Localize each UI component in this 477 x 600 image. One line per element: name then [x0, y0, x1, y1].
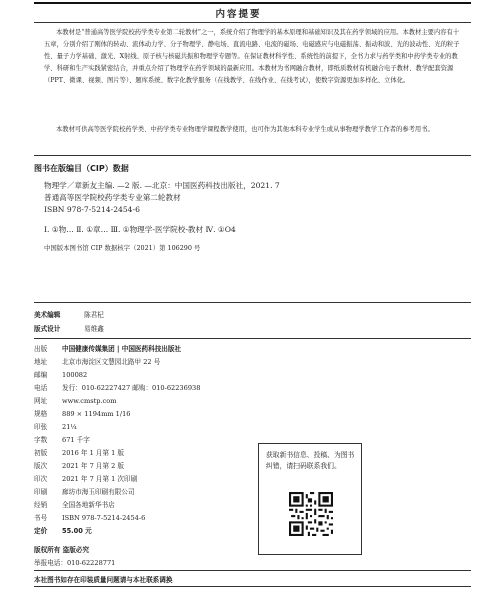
cip-isbn: ISBN 978-7-5214-2454-6 [44, 205, 140, 214]
cip-classification: Ⅰ. ①物… Ⅱ. ①章… Ⅲ. ①物理学-医学院校-教材 Ⅳ. ①O4 [44, 225, 236, 234]
row-value: 889 × 1194mm 1/16 [62, 410, 131, 418]
credit-value: 易维鑫 [84, 325, 104, 333]
row-key: 印刷 [34, 488, 48, 496]
qr-code-icon [289, 492, 333, 536]
credit-label: 版式设计 [34, 325, 61, 333]
row-key: 电话 [34, 384, 48, 392]
row-value: 2021 年 7 月第 1 次印刷 [62, 475, 138, 483]
row-value: 中国健康传媒集团 | 中国医药科技出版社 [62, 345, 182, 353]
bottom-notice: 本社图书如存在印装质量问题请与本社联系调换 [34, 576, 173, 584]
publish-row-printer [34, 487, 135, 498]
credit-value: 陈君杞 [84, 311, 104, 319]
publish-row-postcode [34, 370, 87, 381]
intro-paragraph-2: 本教材可供高等医学院校药学类、中药学类专业物理学课程教学使用，也可作为其他本科专业学生或从事物理学教学工作者的参考用书。 [56, 126, 434, 133]
publish-row-price [34, 526, 92, 537]
row-value: 廊坊市海玉印刷有限公司 [62, 488, 135, 496]
row-value: 2021 年 7 月第 2 版 [62, 462, 125, 470]
cip-number: 中国版本图书馆 CIP 数据核字（2021）第 106290 号 [44, 244, 201, 252]
row-key: 定价 [34, 527, 48, 535]
heading-rule [34, 22, 471, 23]
cip-title: 图书在版编目（CIP）数据 [34, 164, 129, 173]
cip-line-1: 物理学／章新友主编. —2 版. —北京：中国医药科技出版社，2021. 7 [44, 181, 280, 190]
publish-row-website [34, 396, 116, 407]
qr-caption: 获取新书信息、投稿、为图书纠错，请扫码联系我们。 [266, 451, 355, 470]
publish-row-sheets [34, 422, 77, 433]
row-value: www.cmstp.com [62, 397, 117, 405]
publish-row-word-count [34, 435, 90, 446]
section-rule-4 [34, 570, 471, 571]
row-key: 网址 [34, 397, 48, 405]
copyright-notice: 版权所有 盗版必究 [34, 546, 90, 554]
qr-info-box [258, 443, 362, 555]
row-value: 发行：010-62227427 邮购：010-62236938 [62, 384, 201, 392]
publish-row-format [34, 409, 131, 420]
row-key: 经销 [34, 501, 48, 509]
publish-row-edition [34, 461, 124, 472]
publish-row-address [34, 357, 160, 368]
top-rule [34, 2, 471, 4]
row-value: 21¼ [62, 423, 77, 431]
row-value: 100082 [62, 371, 88, 379]
row-value: 2016 年 1 月第 1 版 [62, 449, 125, 457]
row-key: 书号 [34, 514, 48, 522]
section-rule-1 [34, 155, 471, 156]
row-key: 规格 [34, 410, 48, 418]
report-phone: 举报电话：010-62228771 [34, 559, 116, 567]
row-key: 初版 [34, 449, 48, 457]
row-value: 671 千字 [62, 436, 90, 444]
row-value: 55.00 元 [62, 527, 92, 535]
row-key: 邮编 [34, 371, 48, 379]
section-rule-3 [34, 338, 471, 339]
row-key: 印次 [34, 475, 48, 483]
row-key: 地址 [34, 358, 48, 366]
publish-row-phone [34, 383, 200, 394]
publish-row-isbn [34, 513, 145, 524]
row-key: 字数 [34, 436, 48, 444]
publish-row-distributor [34, 500, 115, 511]
bottom-rule [34, 586, 471, 587]
row-value: ISBN 978-7-5214-2454-6 [62, 514, 146, 522]
section-rule-2 [34, 302, 471, 303]
row-key: 印张 [34, 423, 48, 431]
publish-row-publisher [34, 344, 181, 355]
publish-row-first-edition [34, 448, 124, 459]
credit-layout-design [34, 323, 104, 333]
intro-paragraph-1: 本教材是“普通高等医学院校药学类专业第二轮教材”之一，系统介绍了物理学的基本原理和基础知识及其在药学领域的应用。本教材主要内容有十五章，分别介绍了刚体的转动、流体动力学、分子物理学、静电场、直流电路、电流的磁场、电磁感应与电磁振荡、振动和波、光的波动性、光的粒子性、量子力学基础、激光、X射线、原子核与核磁共振和物理学专题等。在保证教材科学性、系统性的前提下，全书力求与药学类和中药学类专业的教学、科研和生产实践紧密结合，并重点介绍了物理学在药学领域的最新应用。本教材为书网融合教材，即纸质教材有机融合电子教材、教学配套资源（PPT、微课、视频、图片等）、题库系统、数字化教学服务（在线教学、在线作业、在线考试），使数字资源更加多样化、立体化。 [44, 29, 460, 84]
row-value: 全国各地新华书店 [62, 501, 115, 509]
row-key: 出版 [34, 345, 48, 353]
publish-row-printing [34, 474, 137, 485]
credit-art-editor [34, 309, 104, 319]
row-key: 版次 [34, 462, 48, 470]
credit-label: 美术编辑 [34, 311, 61, 319]
cip-line-2: 普通高等医学院校药学类专业第二轮教材 [44, 193, 181, 202]
row-value: 北京市海淀区文慧园北路甲 22 号 [62, 358, 161, 366]
intro-heading: 内容提要 [215, 9, 262, 20]
